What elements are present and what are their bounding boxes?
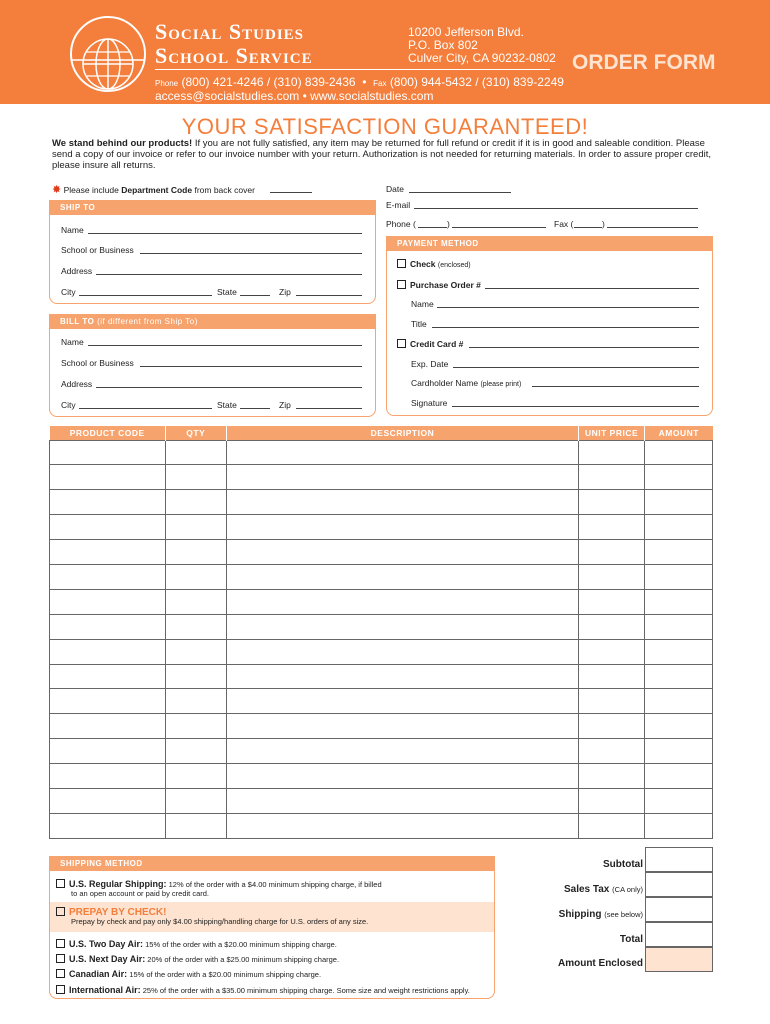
description-cell[interactable] [226, 564, 578, 589]
amount-cell[interactable] [645, 788, 713, 813]
bill-name-field[interactable] [88, 345, 362, 346]
fax-number: (800) 944-5432 / (310) 839-2249 [389, 75, 564, 89]
cardholder-note: (please print) [480, 381, 522, 388]
exp-date-label: Exp. Date [411, 359, 449, 369]
ship-zip-label: Zip [279, 287, 291, 297]
sales-tax-note: (CA only) [612, 885, 643, 894]
shipping-text: Shipping [558, 909, 602, 920]
qty-cell[interactable] [165, 764, 226, 789]
qty-cell[interactable] [165, 440, 226, 465]
dept-note-pre: Please include [63, 185, 122, 195]
product-code-cell[interactable] [50, 589, 166, 614]
ship-address-label: Address [61, 266, 93, 276]
ship-to-section [49, 200, 376, 304]
unit-price-cell[interactable] [579, 440, 645, 465]
sales-tax-label [564, 884, 643, 895]
product-code-cell[interactable] [50, 813, 166, 838]
bill-city-label: City [61, 400, 76, 410]
prepay-checkbox[interactable] [56, 907, 65, 916]
table-row [50, 714, 713, 739]
bill-school-field[interactable] [140, 366, 362, 367]
qty-cell[interactable] [165, 714, 226, 739]
product-code-cell[interactable] [50, 788, 166, 813]
bill-zip-label: Zip [279, 400, 291, 410]
brand-line-1: Social Studies [155, 19, 304, 44]
regular-name: U.S. Regular Shipping: [69, 879, 167, 889]
shipping-method-section [49, 856, 495, 999]
phone-number: (800) 421-4246 / (310) 839-2436 [181, 75, 356, 89]
two-day-desc: 15% of the order with a $20.00 minimum shipping charge. [143, 940, 337, 949]
canadian-checkbox[interactable] [56, 969, 65, 978]
table-row [50, 440, 713, 465]
bill-state-field[interactable] [240, 408, 270, 409]
description-cell[interactable] [226, 540, 578, 565]
regular-desc: 12% of the order with a $4.00 minimum shipping charge, if billed [166, 880, 382, 889]
amount-cell[interactable] [645, 490, 713, 515]
unit-price-cell[interactable] [579, 664, 645, 689]
prepay-highlight [50, 902, 494, 932]
credit-card-option[interactable] [397, 339, 463, 349]
description-cell[interactable] [226, 714, 578, 739]
product-code-cell[interactable] [50, 664, 166, 689]
globe-logo-icon [68, 14, 148, 94]
description-cell[interactable] [226, 440, 578, 465]
table-row [50, 739, 713, 764]
description-cell[interactable] [226, 813, 578, 838]
product-code-cell[interactable] [50, 465, 166, 490]
amount-cell[interactable] [645, 440, 713, 465]
canadian-name: Canadian Air: [69, 969, 128, 979]
amount-cell[interactable] [645, 689, 713, 714]
description-cell[interactable] [226, 589, 578, 614]
shipping-option-next-day[interactable] [56, 954, 339, 964]
unit-price-cell[interactable] [579, 564, 645, 589]
ship-school-label: School or Business [61, 245, 134, 255]
unit-price-cell[interactable] [579, 465, 645, 490]
purchase-order-checkbox[interactable] [397, 280, 406, 289]
po-title-label: Title [411, 319, 427, 329]
total-field[interactable] [645, 922, 713, 947]
product-code-cell[interactable] [50, 515, 166, 540]
col-product-code: PRODUCT CODE [50, 426, 166, 440]
signature-label: Signature [411, 398, 448, 408]
international-desc: 25% of the order with a $35.00 minimum shipping charge. Some size and weight restrictions apply. [140, 986, 470, 995]
qty-cell[interactable] [165, 589, 226, 614]
description-cell[interactable] [226, 788, 578, 813]
qty-cell[interactable] [165, 788, 226, 813]
bill-to-section [49, 314, 376, 417]
two-day-checkbox[interactable] [56, 939, 65, 948]
product-code-cell[interactable] [50, 764, 166, 789]
amount-cell[interactable] [645, 639, 713, 664]
description-cell[interactable] [226, 639, 578, 664]
table-row [50, 490, 713, 515]
credit-card-checkbox[interactable] [397, 339, 406, 348]
check-note: (enclosed) [437, 262, 471, 269]
unit-price-cell[interactable] [579, 515, 645, 540]
amount-cell[interactable] [645, 664, 713, 689]
po-name-field[interactable] [437, 307, 699, 308]
product-code-cell[interactable] [50, 639, 166, 664]
product-code-cell[interactable] [50, 440, 166, 465]
description-cell[interactable] [226, 764, 578, 789]
ship-school-field[interactable] [140, 253, 362, 254]
table-header-row [50, 426, 713, 440]
fax-area-field[interactable] [574, 227, 602, 228]
phone-field[interactable] [452, 227, 546, 228]
phone-label: Phone [155, 79, 179, 88]
unit-price-cell[interactable] [579, 714, 645, 739]
bill-to-title: BILL TO [60, 317, 95, 326]
payment-method-header: PAYMENT METHOD [387, 237, 712, 251]
qty-cell[interactable] [165, 813, 226, 838]
table-row [50, 764, 713, 789]
ship-zip-field[interactable] [296, 295, 362, 296]
col-unit-price: UNIT PRICE [579, 426, 645, 440]
header-banner [0, 0, 770, 104]
unit-price-cell[interactable] [579, 639, 645, 664]
prepay-name: PREPAY BY CHECK! [69, 907, 167, 918]
qty-cell[interactable] [165, 739, 226, 764]
cardholder-label [411, 378, 521, 388]
international-name: International Air: [69, 985, 141, 995]
company-address [408, 26, 556, 65]
ship-name-label: Name [61, 225, 84, 235]
product-code-cell[interactable] [50, 714, 166, 739]
unit-price-cell[interactable] [579, 614, 645, 639]
phone-close-paren: ) [447, 219, 450, 229]
email-website: access@socialstudies.com • www.socialstudies.com [155, 89, 434, 103]
bill-address-field[interactable] [96, 387, 362, 388]
regular-desc-2: to an open account or paid by credit card. [71, 889, 210, 898]
fax-label: Fax ( [554, 219, 574, 229]
next-day-name: U.S. Next Day Air: [69, 954, 146, 964]
qty-cell[interactable] [165, 614, 226, 639]
ship-address-field[interactable] [96, 274, 362, 275]
col-qty: QTY [165, 426, 226, 440]
ship-city-field[interactable] [79, 295, 212, 296]
regular-checkbox[interactable] [56, 879, 65, 888]
bill-city-field[interactable] [79, 408, 212, 409]
unit-price-cell[interactable] [579, 689, 645, 714]
product-code-cell[interactable] [50, 614, 166, 639]
amount-cell[interactable] [645, 589, 713, 614]
phone-label: Phone ( [386, 219, 416, 229]
table-row [50, 589, 713, 614]
qty-cell[interactable] [165, 689, 226, 714]
guarantee-title: YOUR SATISFACTION GUARANTEED! [181, 114, 589, 139]
col-description: DESCRIPTION [226, 426, 578, 440]
amount-cell[interactable] [645, 465, 713, 490]
amount-cell[interactable] [645, 515, 713, 540]
product-code-cell[interactable] [50, 564, 166, 589]
description-cell[interactable] [226, 664, 578, 689]
form-title: ORDER FORM [572, 51, 716, 74]
unit-price-cell[interactable] [579, 813, 645, 838]
purchase-order-field[interactable] [485, 288, 699, 289]
shipping-option-prepay[interactable] [56, 907, 368, 926]
amount-enclosed-field[interactable] [645, 947, 713, 972]
bill-address-label: Address [61, 379, 93, 389]
unit-price-cell[interactable] [579, 589, 645, 614]
amount-cell[interactable] [645, 739, 713, 764]
total-label: Total [619, 934, 643, 945]
table-row [50, 639, 713, 664]
address-line: P.O. Box 802 [408, 38, 478, 52]
ship-city-label: City [61, 287, 76, 297]
unit-price-cell[interactable] [579, 788, 645, 813]
qty-cell[interactable] [165, 564, 226, 589]
ship-state-field[interactable] [240, 295, 270, 296]
amount-cell[interactable] [645, 714, 713, 739]
table-row [50, 564, 713, 589]
fax-label: Fax [373, 79, 387, 88]
amount-cell[interactable] [645, 564, 713, 589]
bill-zip-field[interactable] [296, 408, 362, 409]
canadian-desc: 15% of the order with a $20.00 minimum shipping charge. [127, 970, 322, 979]
check-option[interactable] [397, 259, 471, 269]
sales-tax-text: Sales Tax [563, 884, 610, 895]
purchase-order-label: Purchase Order # [410, 280, 481, 290]
description-cell[interactable] [226, 490, 578, 515]
unit-price-cell[interactable] [579, 540, 645, 565]
table-row [50, 813, 713, 838]
cardholder-field[interactable] [532, 386, 699, 387]
qty-cell[interactable] [165, 515, 226, 540]
unit-price-cell[interactable] [579, 739, 645, 764]
bill-state-label: State [217, 400, 237, 410]
shipping-option-international[interactable] [56, 985, 470, 995]
sales-tax-field[interactable] [645, 872, 713, 897]
product-code-cell[interactable] [50, 490, 166, 515]
qty-cell[interactable] [165, 465, 226, 490]
bill-school-label: School or Business [61, 358, 134, 368]
col-amount: AMOUNT [645, 426, 713, 440]
subtotal-label: Subtotal [603, 859, 643, 870]
table-row [50, 689, 713, 714]
product-code-cell[interactable] [50, 739, 166, 764]
exp-date-field[interactable] [453, 367, 699, 368]
ship-name-field[interactable] [88, 233, 362, 234]
email-label: E-mail [386, 200, 411, 210]
dept-note-post: from back cover [192, 185, 255, 195]
shipping-option-canadian[interactable] [56, 969, 321, 979]
description-cell[interactable] [226, 739, 578, 764]
date-label: Date [386, 184, 404, 194]
credit-card-field[interactable] [469, 347, 699, 348]
order-items-table [49, 426, 713, 839]
shipping-note: (see below) [604, 910, 643, 919]
bill-to-subtitle: (if different from Ship To) [97, 317, 198, 326]
brand-name [155, 20, 313, 68]
table-row [50, 515, 713, 540]
shipping-label [559, 909, 643, 920]
next-day-desc: 20% of the order with a $25.00 minimum shipping charge. [145, 955, 340, 964]
qty-cell[interactable] [165, 639, 226, 664]
phone-area-field[interactable] [418, 227, 447, 228]
phone-fax-line: Phone (800) 421-4246 / (310) 839-2436 • Fax (800) 944-5432 / (310) 839-2249 [155, 75, 564, 89]
purchase-order-option[interactable] [397, 280, 481, 290]
shipping-option-regular[interactable] [56, 879, 382, 898]
table-row [50, 664, 713, 689]
fax-close-paren: ) [602, 219, 605, 229]
email-field[interactable] [414, 208, 698, 209]
table-row [50, 465, 713, 490]
qty-cell[interactable] [165, 540, 226, 565]
po-title-field[interactable] [432, 327, 699, 328]
cardholder-text: Cardholder Name [411, 378, 479, 388]
qty-cell[interactable] [165, 664, 226, 689]
description-cell[interactable] [226, 614, 578, 639]
date-field[interactable] [409, 192, 511, 193]
ship-state-label: State [217, 287, 237, 297]
amount-cell[interactable] [645, 764, 713, 789]
description-cell[interactable] [226, 465, 578, 490]
check-label: Check [410, 259, 436, 269]
table-row [50, 540, 713, 565]
department-code-note [52, 183, 255, 196]
credit-card-label: Credit Card # [410, 339, 464, 349]
starburst-icon: ✸ [52, 184, 62, 196]
prepay-desc: Prepay by check and pay only $4.00 shipping/handling charge for U.S. orders of any size. [71, 917, 369, 926]
bill-name-label: Name [61, 337, 84, 347]
guarantee-lead: We stand behind our products! [52, 138, 193, 149]
shipping-option-two-day[interactable] [56, 939, 337, 949]
qty-cell[interactable] [165, 490, 226, 515]
description-cell[interactable] [226, 689, 578, 714]
amount-cell[interactable] [645, 813, 713, 838]
brand-line-2: School Service [155, 43, 313, 68]
department-code-field[interactable] [270, 192, 312, 193]
amount-cell[interactable] [645, 540, 713, 565]
fax-field[interactable] [607, 227, 698, 228]
address-line: Culver City, CA 90232-0802 [408, 51, 556, 65]
table-row [50, 788, 713, 813]
international-checkbox[interactable] [56, 985, 65, 994]
product-code-cell[interactable] [50, 689, 166, 714]
amount-cell[interactable] [645, 614, 713, 639]
unit-price-cell[interactable] [579, 764, 645, 789]
unit-price-cell[interactable] [579, 490, 645, 515]
next-day-checkbox[interactable] [56, 954, 65, 963]
two-day-name: U.S. Two Day Air: [69, 939, 144, 949]
ship-to-header: SHIP TO [50, 201, 375, 215]
guarantee-body: If you are not fully satisfied, any item may be returned for full refund or credit if it is in good and saleable condition. Please send a copy of our invoice or refer to our invoice number with your return. Authorization is not needed for returning materials. In order to assure proper credit, please insure all returns. [52, 138, 712, 171]
payment-method-section [386, 236, 713, 416]
po-name-label: Name [411, 299, 434, 309]
address-line: 10200 Jefferson Blvd. [408, 25, 524, 39]
product-code-cell[interactable] [50, 540, 166, 565]
description-cell[interactable] [226, 515, 578, 540]
subtotal-field[interactable] [645, 847, 713, 872]
header-divider [155, 69, 550, 70]
guarantee-text [52, 138, 722, 171]
shipping-method-header: SHIPPING METHOD [50, 857, 494, 871]
shipping-total-field[interactable] [645, 897, 713, 922]
check-checkbox[interactable] [397, 259, 406, 268]
amount-enclosed-label: Amount Enclosed [557, 958, 643, 969]
signature-field[interactable] [452, 406, 699, 407]
table-row [50, 614, 713, 639]
dept-note-bold: Department Code [121, 185, 193, 195]
bill-to-header [50, 315, 375, 329]
